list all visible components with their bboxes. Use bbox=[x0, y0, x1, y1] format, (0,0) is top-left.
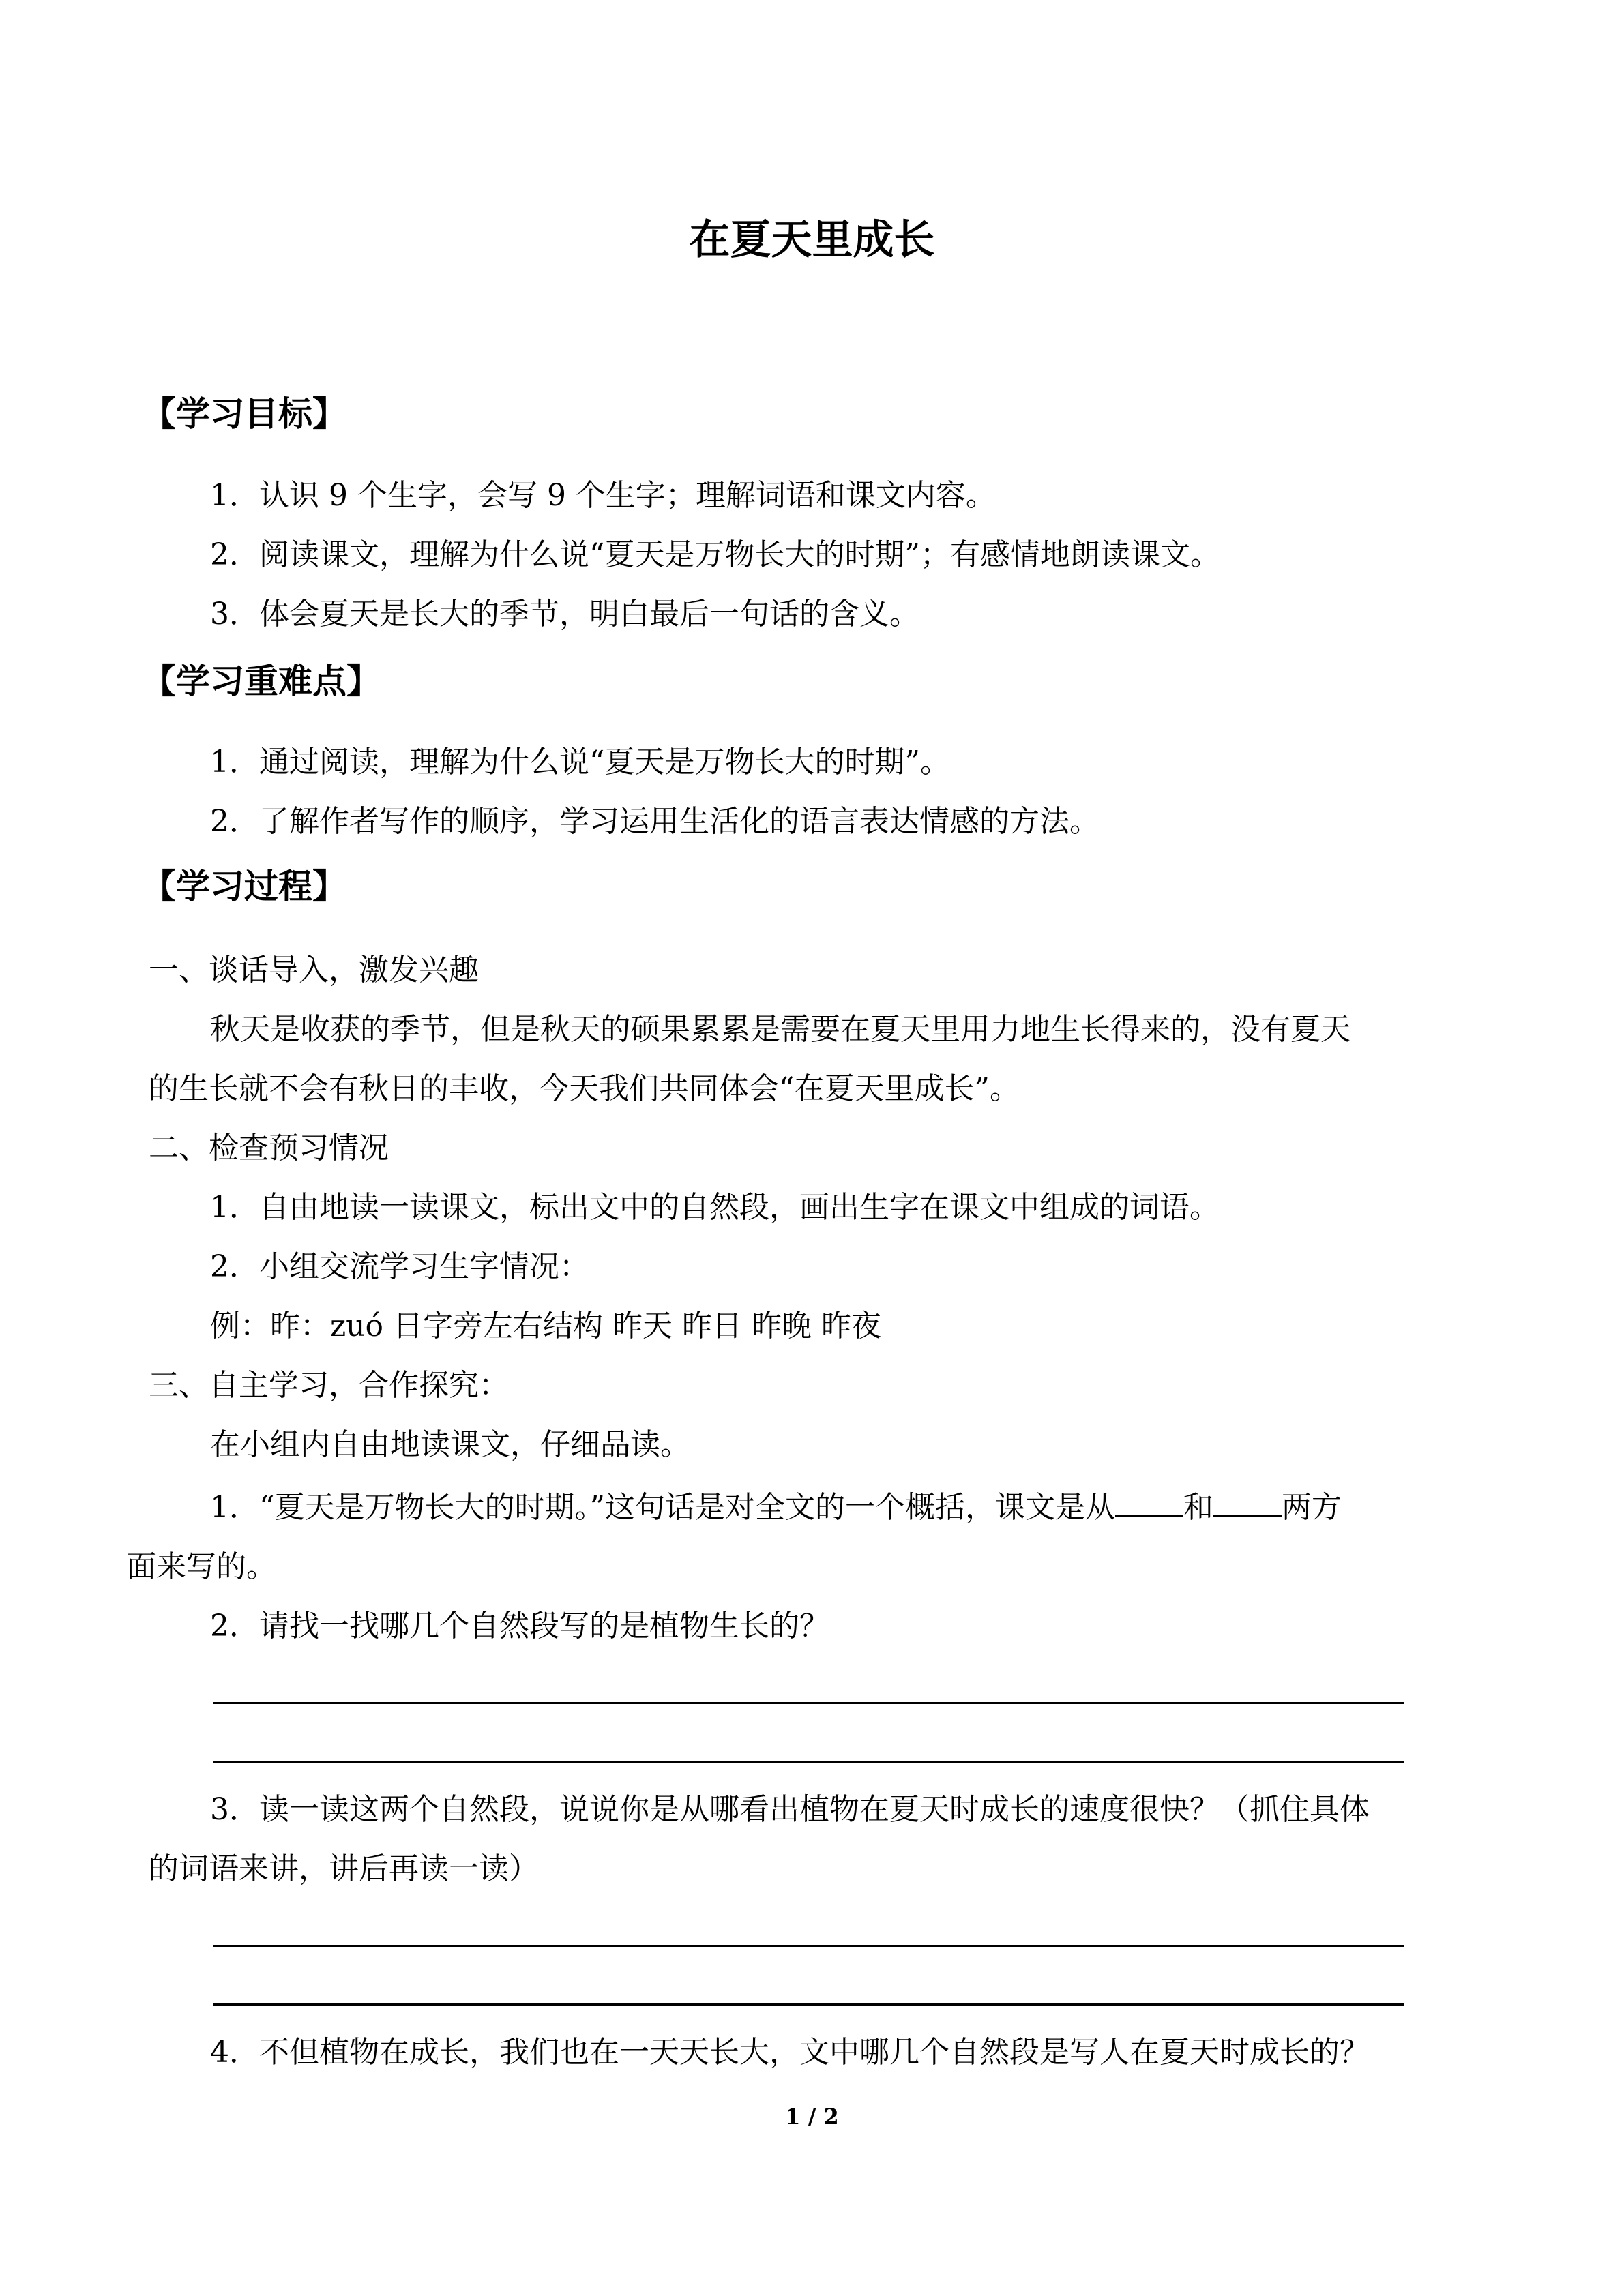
answer-line[interactable] bbox=[213, 1761, 1404, 1763]
goals-heading: 【学习目标】 bbox=[142, 394, 346, 434]
question-4: 4．不但植物在成长，我们也在一天天长大，文中哪几个自然段是写人在夏天时成长的？ bbox=[210, 2035, 1370, 2070]
answer-line[interactable] bbox=[213, 1945, 1404, 1947]
question-3: 3．读一读这两个自然段，说说你是从哪看出植物在夏天时成长的速度很快？（抓住具体 bbox=[210, 1792, 1370, 1827]
question-1-text: 1．“夏天是万物长大的时期。”这句话是对全文的一个概括，课文是从 bbox=[210, 1490, 1115, 1525]
part3-title: 三、自主学习，合作探究： bbox=[149, 1368, 509, 1403]
question-1-continuation: 面来写的。 bbox=[126, 1549, 276, 1584]
page-number: 1 / 2 bbox=[785, 2104, 839, 2130]
question-1-tail: 两方 bbox=[1281, 1490, 1342, 1525]
part2-item: 2．小组交流学习生字情况： bbox=[210, 1249, 589, 1284]
part2-item: 1．自由地读一读课文，标出文中的自然段，画出生字在课文中组成的词语。 bbox=[210, 1190, 1220, 1225]
goal-item: 1．认识 9 个生字，会写 9 个生字；理解词语和课文内容。 bbox=[210, 478, 996, 513]
answer-blank[interactable] bbox=[1115, 1488, 1183, 1517]
part2-title: 二、检查预习情况 bbox=[149, 1131, 389, 1165]
part1-title: 一、谈话导入，激发兴趣 bbox=[149, 953, 479, 987]
key-point-item: 2．了解作者写作的顺序，学习运用生活化的语言表达情感的方法。 bbox=[210, 804, 1099, 839]
goal-item: 2．阅读课文，理解为什么说“夏天是万物长大的时期”；有感情地朗读课文。 bbox=[210, 537, 1220, 572]
part2-example: 例：昨：zuó 日字旁左右结构 昨天 昨日 昨晚 昨夜 bbox=[210, 1309, 881, 1343]
answer-blank[interactable] bbox=[1213, 1488, 1282, 1517]
part1-paragraph-line: 秋天是收获的季节，但是秋天的硕果累累是需要在夏天里用力地生长得来的，没有夏天 bbox=[210, 1012, 1350, 1047]
question-1-connector: 和 bbox=[1183, 1490, 1213, 1525]
key-points-heading: 【学习重难点】 bbox=[142, 661, 381, 701]
process-heading: 【学习过程】 bbox=[142, 867, 346, 906]
part3-intro: 在小组内自由地读课文，仔细品读。 bbox=[210, 1427, 690, 1462]
question-2: 2．请找一找哪几个自然段写的是植物生长的？ bbox=[210, 1609, 829, 1643]
question-1 bbox=[210, 1487, 1342, 1528]
part1-paragraph-line: 的生长就不会有秋日的丰收，今天我们共同体会“在夏天里成长”。 bbox=[149, 1071, 1020, 1106]
page-title: 在夏天里成长 bbox=[689, 216, 935, 264]
question-3-continuation: 的词语来讲，讲后再读一读） bbox=[149, 1851, 539, 1886]
answer-line[interactable] bbox=[213, 2003, 1404, 2006]
goal-item: 3．体会夏天是长大的季节，明白最后一句话的含义。 bbox=[210, 597, 919, 631]
answer-line[interactable] bbox=[213, 1702, 1404, 1704]
key-point-item: 1．通过阅读，理解为什么说“夏天是万物长大的时期”。 bbox=[210, 745, 950, 779]
